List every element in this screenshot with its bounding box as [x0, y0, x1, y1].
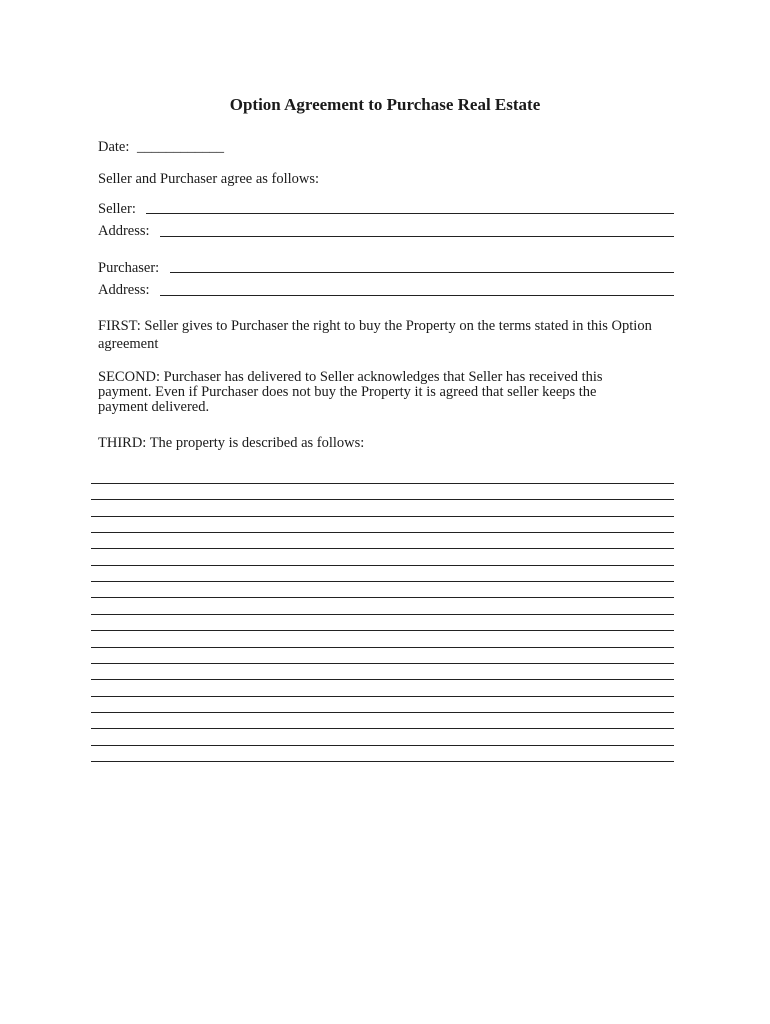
- property-description-line[interactable]: [91, 663, 674, 664]
- property-description-line[interactable]: [91, 728, 674, 729]
- property-description-line[interactable]: [91, 516, 674, 517]
- purchaser-address-label: Address:: [98, 282, 150, 298]
- property-description-line[interactable]: [91, 565, 674, 566]
- seller-address-field[interactable]: [160, 236, 674, 237]
- property-description-line[interactable]: [91, 483, 674, 484]
- property-description-line[interactable]: [91, 581, 674, 582]
- date-row: [98, 138, 224, 156]
- property-description-line[interactable]: [91, 712, 674, 713]
- property-description-line[interactable]: [91, 745, 674, 746]
- second-clause: SECOND: Purchaser has delivered to Seller acknowledges that Seller has received this payment. Even if Purchaser does not buy the Property it is agreed that seller keeps the payment delivered.: [98, 369, 603, 415]
- property-description-line[interactable]: [91, 679, 674, 680]
- intro-text: Seller and Purchaser agree as follows:: [98, 171, 320, 187]
- property-description-line[interactable]: [91, 630, 674, 631]
- document-title: Option Agreement to Purchase Real Estate: [229, 95, 541, 114]
- property-description-line[interactable]: [91, 532, 674, 533]
- purchaser-label: Purchaser:: [98, 260, 160, 276]
- property-description-line[interactable]: [91, 614, 674, 615]
- date-label: Date:: [98, 139, 130, 155]
- date-blank[interactable]: ____________: [137, 139, 225, 155]
- property-description-line[interactable]: [91, 597, 674, 598]
- seller-address-label: Address:: [98, 223, 150, 239]
- purchaser-field[interactable]: [170, 272, 674, 273]
- property-description-line[interactable]: [91, 499, 674, 500]
- seller-label: Seller:: [98, 201, 136, 217]
- purchaser-address-field[interactable]: [160, 295, 674, 296]
- property-description-line[interactable]: [91, 548, 674, 549]
- property-description-line[interactable]: [91, 647, 674, 648]
- third-clause: THIRD: The property is described as follows:: [98, 435, 365, 451]
- property-description-line[interactable]: [91, 761, 674, 762]
- seller-field[interactable]: [146, 213, 674, 214]
- property-description-line[interactable]: [91, 696, 674, 697]
- first-clause: FIRST: Seller gives to Purchaser the right to buy the Property on the terms stated in this Option agreement: [98, 318, 652, 352]
